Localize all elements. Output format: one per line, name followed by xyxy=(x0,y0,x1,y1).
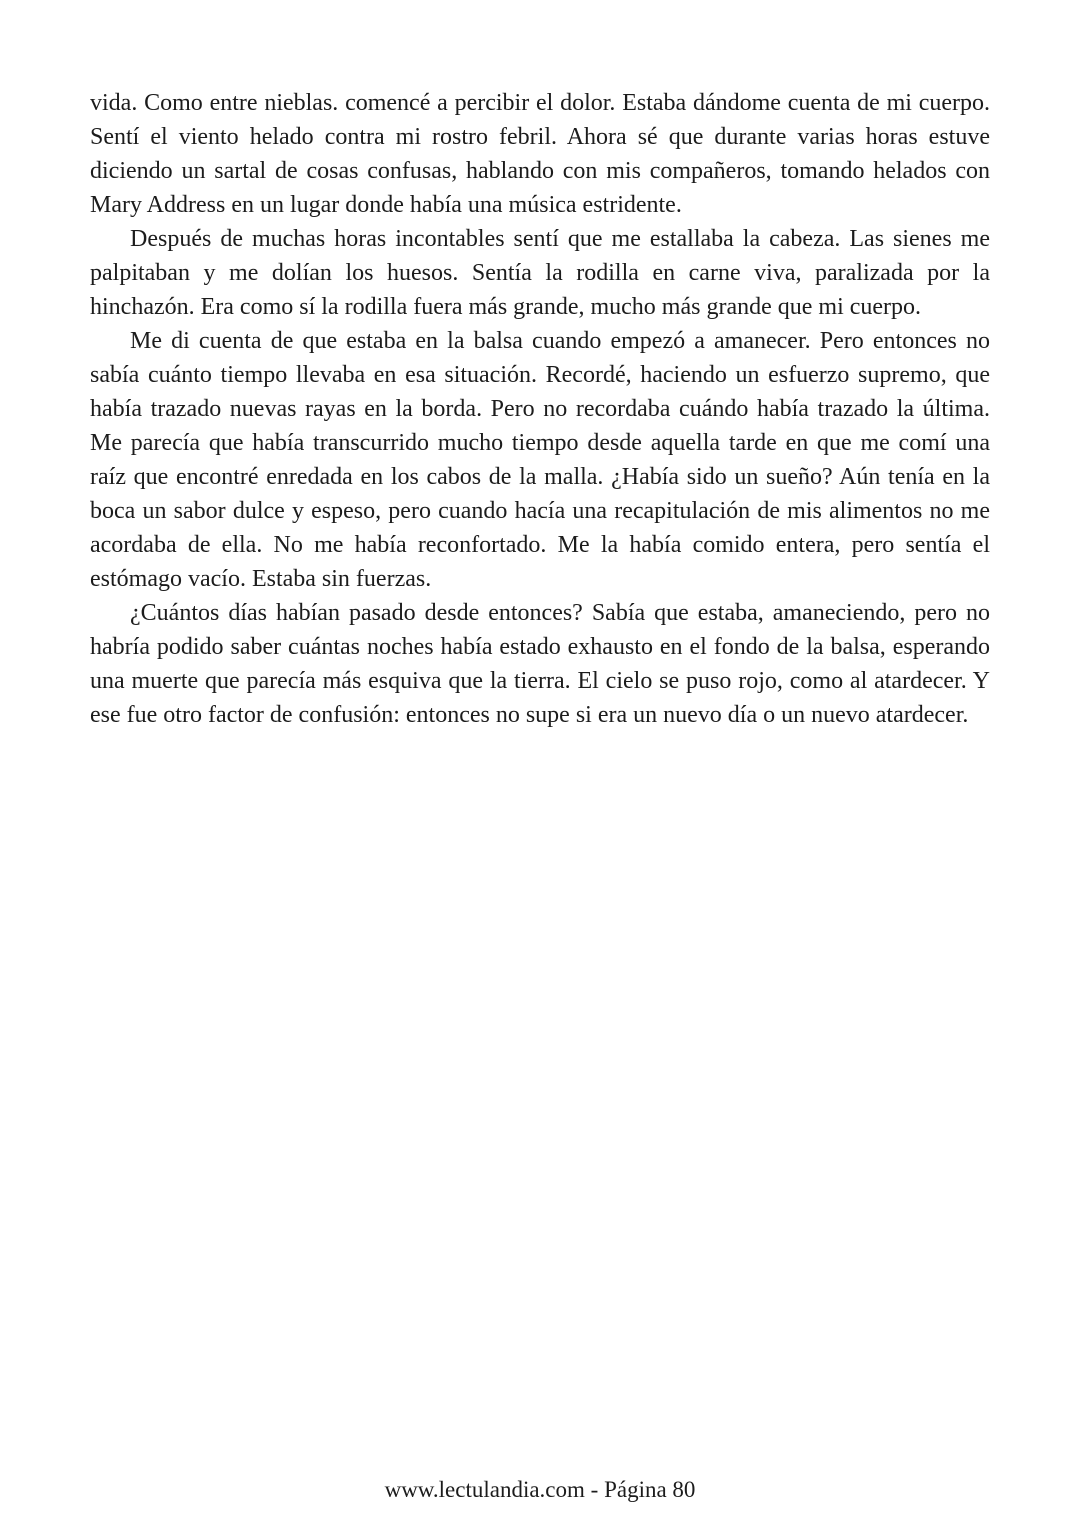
page-footer: www.lectulandia.com - Página 80 xyxy=(384,1477,696,1502)
body-paragraph: vida. Como entre nieblas. comencé a percibir el dolor. Estaba dándome cuenta de mi cuerpo. Sentí el viento helado contra mi rostro febril. Ahora sé que durante varias horas estuve diciendo un sartal de cosas confusas, hablando con mis compañeros, tomando helados con Mary Address en un lugar donde había una música estridente. xyxy=(90,90,990,218)
body-text xyxy=(90,86,990,732)
body-paragraph: Me di cuenta de que estaba en la balsa cuando empezó a amanecer. Pero entonces no sabía cuánto tiempo llevaba en esa situación. Recordé, haciendo un esfuerzo supremo, que había trazado nuevas rayas en la borda. Pero no recordaba cuándo había trazado la última. Me parecía que había transcurrido mucho tiempo desde aquella tarde en que me comí una raíz que encontré enredada en los cabos de la malla. ¿Había sido un sueño? Aún tenía en la boca un sabor dulce y espeso, pero cuando hacía una recapitulación de mis alimentos no me acordaba de ella. No me había reconfortado. Me la había comido entera, pero sentía el estómago vacío. Estaba sin fuerzas. xyxy=(90,328,990,592)
body-paragraph: ¿Cuántos días habían pasado desde entonces? Sabía que estaba, amaneciendo, pero no habría podido saber cuántas noches había estado exhausto en el fondo de la balsa, esperando una muerte que parecía más esquiva que la tierra. El cielo se puso rojo, como al atardecer. Y ese fue otro factor de confusión: entonces no supe si era un nuevo día o un nuevo atardecer. xyxy=(90,600,990,728)
body-paragraph: Después de muchas horas incontables sentí que me estallaba la cabeza. Las sienes me palpitaban y me dolían los huesos. Sentía la rodilla en carne viva, paralizada por la hinchazón. Era como sí la rodilla fuera más grande, mucho más grande que mi cuerpo. xyxy=(90,226,990,320)
